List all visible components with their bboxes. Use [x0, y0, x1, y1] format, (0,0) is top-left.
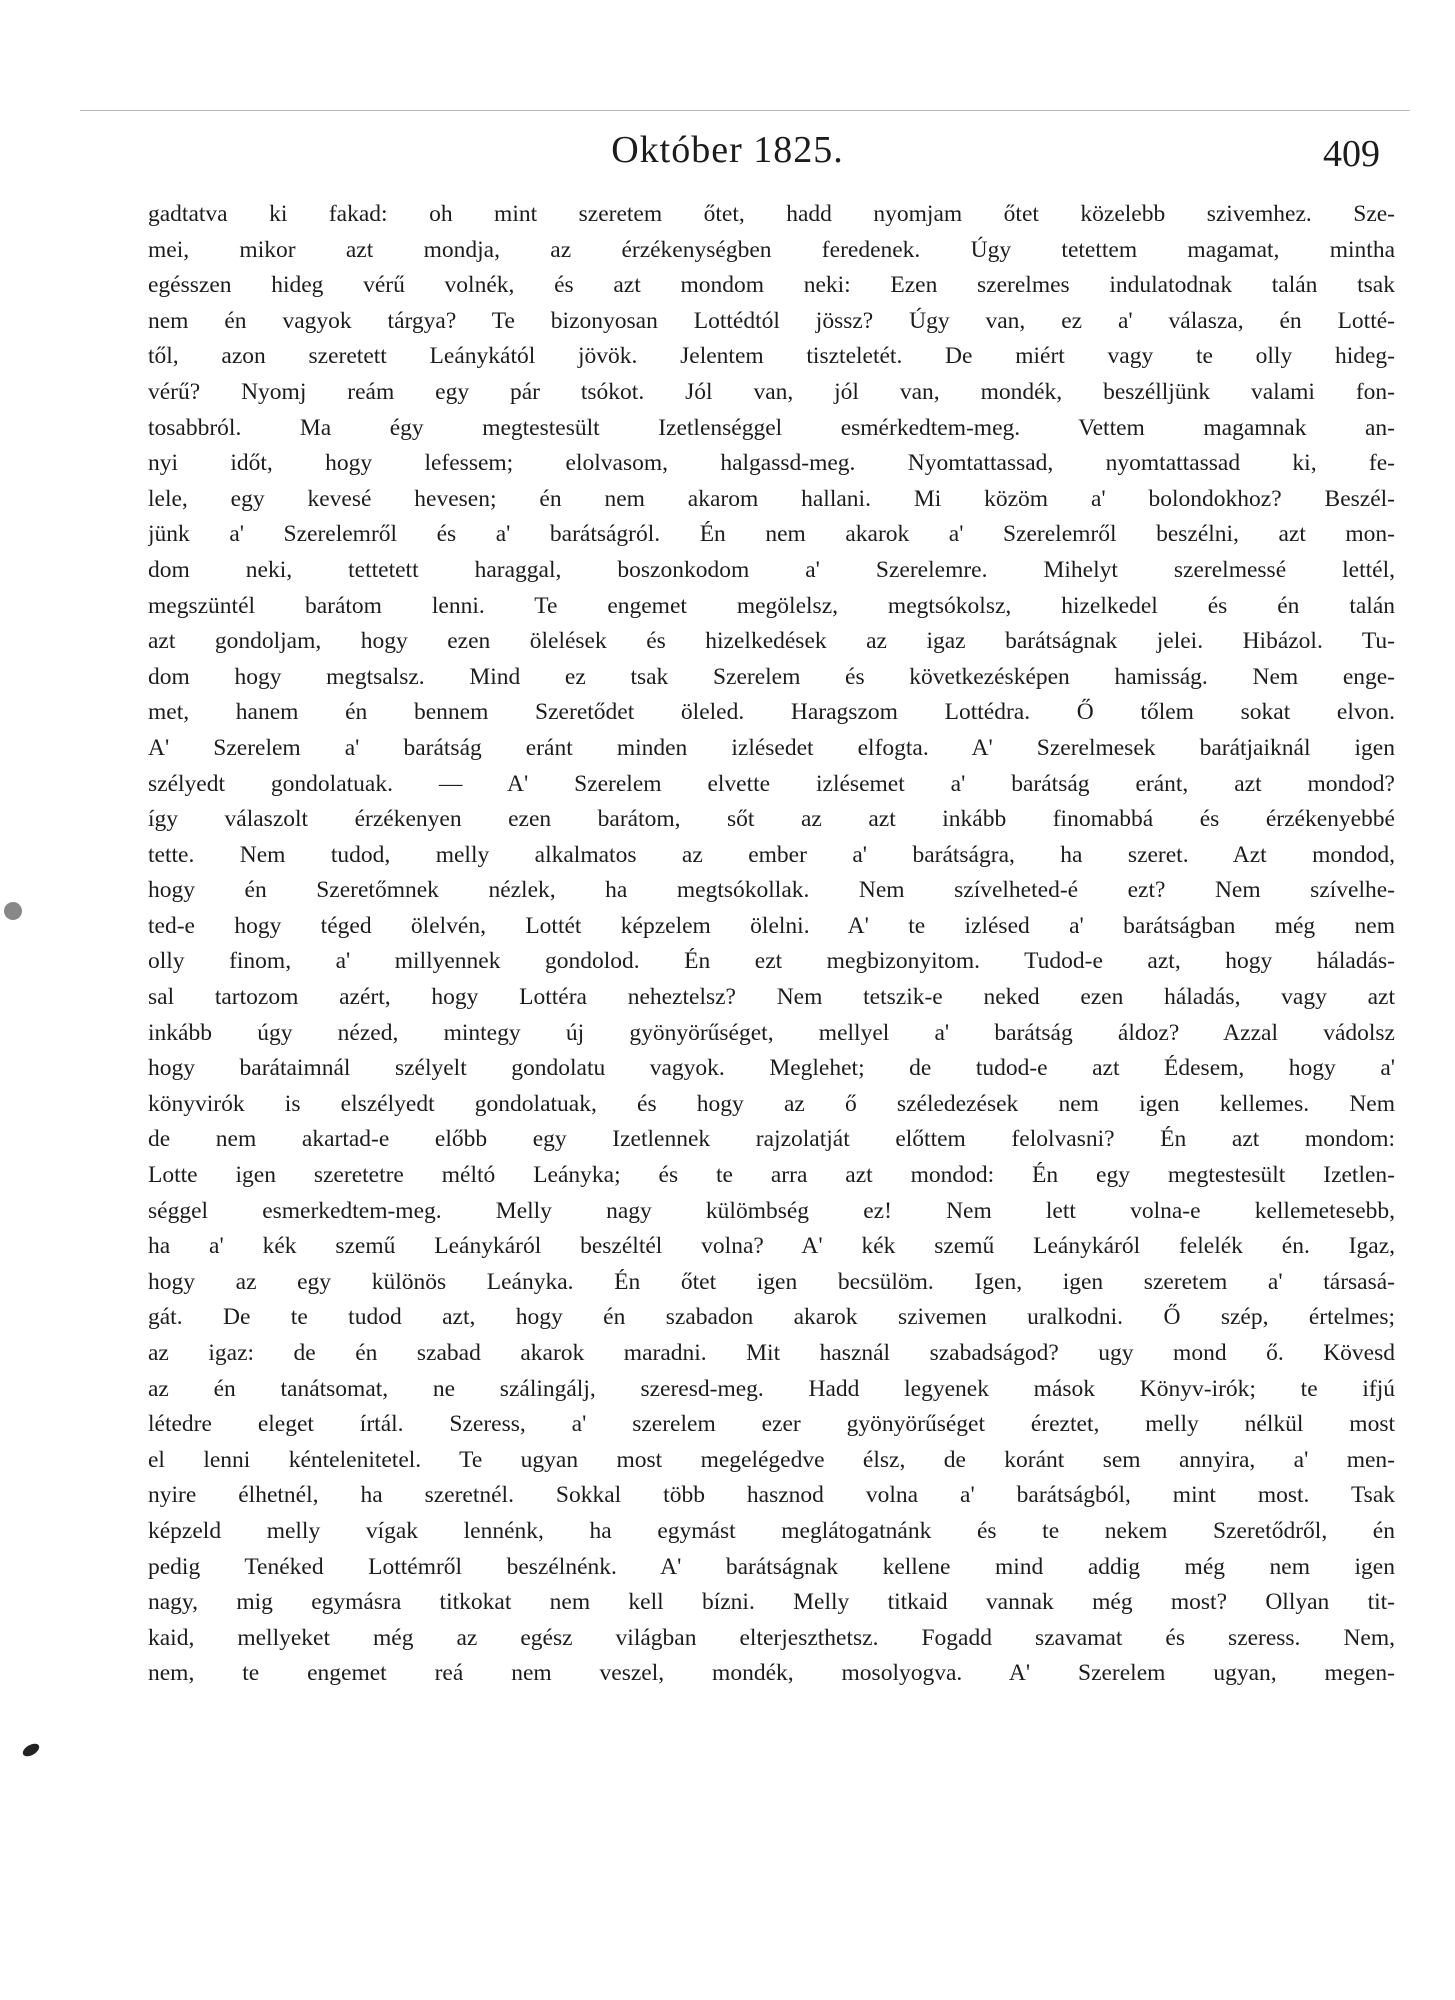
text-line: egésszen hideg vérű volnék, és azt mondom neki: Ezen szerelmes indulatodnak talán tsak [148, 272, 1395, 299]
text-line: nagy, mig egymásra titkokat nem kell bízni. Melly titkaid vannak még most? Ollyan tit- [148, 1589, 1395, 1616]
text-line: vérű? Nyomj reám egy pár tsókot. Jól van, jól van, mondék, beszélljünk valami fon- [148, 378, 1395, 405]
text-line: pedig Tenéked Lottémről beszélnénk. A' barátságnak kellene mind addig még nem igen [148, 1553, 1395, 1580]
text-line: dom hogy megtsalsz. Mind ez tsak Szerelem és következésképen hamisság. Nem enge- [148, 663, 1395, 690]
text-line: létedre eleget írtál. Szeress, a' szerelem ezer gyönyörűséget éreztet, melly nélkül most [148, 1411, 1395, 1438]
text-line: hogy én Szeretőmnek nézlek, ha megtsókollak. Nem szívelheted-é ezt? Nem szívelhe- [148, 877, 1395, 904]
text-line: jünk a' Szerelemről és a' barátságról. Én nem akarok a' Szerelemről beszélni, azt mon- [148, 521, 1395, 548]
text-line: az én tanátsomat, ne szálingálj, szeresd-meg. Hadd legyenek mások Könyv-irók; te ifjú [148, 1375, 1395, 1402]
text-line: től, azon szeretett Leánykától jövök. Jelentem tiszteletét. De miért vagy te olly hideg- [148, 343, 1395, 370]
body-text [148, 197, 1395, 1692]
text-line: könyvirók is elszélyedt gondolatuak, és hogy az ő széledezések nem igen kellemes. Nem [148, 1090, 1395, 1117]
text-line: nyire élhetnél, ha szeretnél. Sokkal több hasznod volna a' barátságból, mint most. Tsak [148, 1482, 1395, 1509]
text-line: de nem akartad-e előbb egy Izetlennek rajzolatját előttem felolvasni? Én azt mondom: [148, 1126, 1395, 1153]
text-line: nyi időt, hogy lefessem; elolvasom, halgassd-meg. Nyomtattassad, nyomtattassad ki, fe- [148, 450, 1395, 477]
page-title: Október 1825. [611, 129, 844, 171]
text-line: Lotte igen szeretetre méltó Leányka; és te arra azt mondod: Én egy megtestesült Izetlen- [148, 1162, 1395, 1189]
text-line: hogy barátaimnál szélyelt gondolatu vagyok. Meglehet; de tudod-e azt Édesem, hogy a' [148, 1055, 1395, 1082]
text-line: A' Szerelem a' barátság eránt minden izlésedet elfogta. A' Szerelmesek barátjaiknál igen [148, 734, 1395, 761]
page-number: 409 [1323, 133, 1380, 175]
text-line: tette. Nem tudod, melly alkalmatos az ember a' barátságra, ha szeret. Azt mondod, [148, 841, 1395, 868]
header-rule [80, 110, 1410, 111]
text-line: séggel esmerkedtem-meg. Melly nagy külömbség ez! Nem lett volna-e kellemetesebb, [148, 1197, 1395, 1224]
ink-mark [1, 899, 24, 922]
text-line: gát. De te tudod azt, hogy én szabadon akarok szivemen uralkodni. Ő szép, értelmes; [148, 1304, 1395, 1331]
text-line: mei, mikor azt mondja, az érzékenységben feredenek. Úgy tetettem magamat, mintha [148, 236, 1395, 263]
text-line: sal tartozom azért, hogy Lottéra neheztelsz? Nem tetszik-e neked ezen háladás, vagy azt [148, 984, 1395, 1011]
text-line: az igaz: de én szabad akarok maradni. Mit használ szabadságod? ugy mond ő. Kövesd [148, 1340, 1395, 1366]
text-line: azt gondoljam, hogy ezen ölelések és hizelkedések az igaz barátságnak jelei. Hibázol. Tu- [148, 628, 1395, 655]
text-line: dom neki, tettetett haraggal, boszonkodom a' Szerelemre. Mihelyt szerelmessé lettél, [148, 556, 1395, 583]
text-line: ha a' kék szemű Leánykáról beszéltél volna? A' kék szemű Leánykáról felelék én. Igaz, [148, 1233, 1395, 1260]
text-line: nem én vagyok tárgya? Te bizonyosan Lottédtól jössz? Úgy van, ez a' válasza, én Lotté- [148, 307, 1395, 334]
text-line: képzeld melly vígak lennénk, ha egymást meglátogatnánk és te nekem Szeretődről, én [148, 1517, 1395, 1544]
text-line: így válaszolt érzékenyen ezen barátom, sőt az azt inkább finomabbá és érzékenyebbé [148, 806, 1395, 833]
text-line: kaid, mellyeket még az egész világban elterjeszthetsz. Fogadd szavamat és szeress. Nem, [148, 1624, 1395, 1651]
text-line: olly finom, a' millyennek gondolod. Én ezt megbizonyitom. Tudod-e azt, hogy háladás- [148, 948, 1395, 975]
ink-mark [21, 1741, 42, 1759]
text-line: ted-e hogy téged ölelvén, Lottét képzelem ölelni. A' te izlésed a' barátságban még nem [148, 912, 1395, 939]
text-line: tosabbról. Ma égy megtestesült Izetlenséggel esmérkedtem-meg. Vettem magamnak an- [148, 414, 1395, 441]
text-line: megszüntél barátom lenni. Te engemet megölelsz, megtsókolsz, hizelkedel és én talán [148, 592, 1395, 619]
text-line: szélyedt gondolatuak. — A' Szerelem elvette izlésemet a' barátság eránt, azt mondod? [148, 770, 1395, 797]
text-line: hogy az egy különös Leányka. Én őtet igen becsülöm. Igen, igen szeretem a' társasá- [148, 1268, 1395, 1295]
text-line: gadtatva ki fakad: oh mint szeretem őtet, hadd nyomjam őtet közelebb szivemhez. Sze- [148, 201, 1395, 227]
text-line: nem, te engemet reá nem veszel, mondék, mosolyogva. A' Szerelem ugyan, megen- [148, 1660, 1395, 1687]
text-line: inkább úgy nézed, mintegy új gyönyörűséget, mellyel a' barátság áldoz? Azzal vádolsz [148, 1019, 1395, 1046]
text-line: el lenni kéntelenitetel. Te ugyan most megelégedve élsz, de koránt sem annyira, a' men- [148, 1446, 1395, 1473]
text-line: lele, egy kevesé hevesen; én nem akarom hallani. Mi közöm a' bolondokhoz? Beszél- [148, 485, 1395, 512]
text-line: met, hanem én bennem Szeretődet ölelеd. Haragszom Lottédra. Ő tőlem sokat elvon. [148, 699, 1395, 726]
